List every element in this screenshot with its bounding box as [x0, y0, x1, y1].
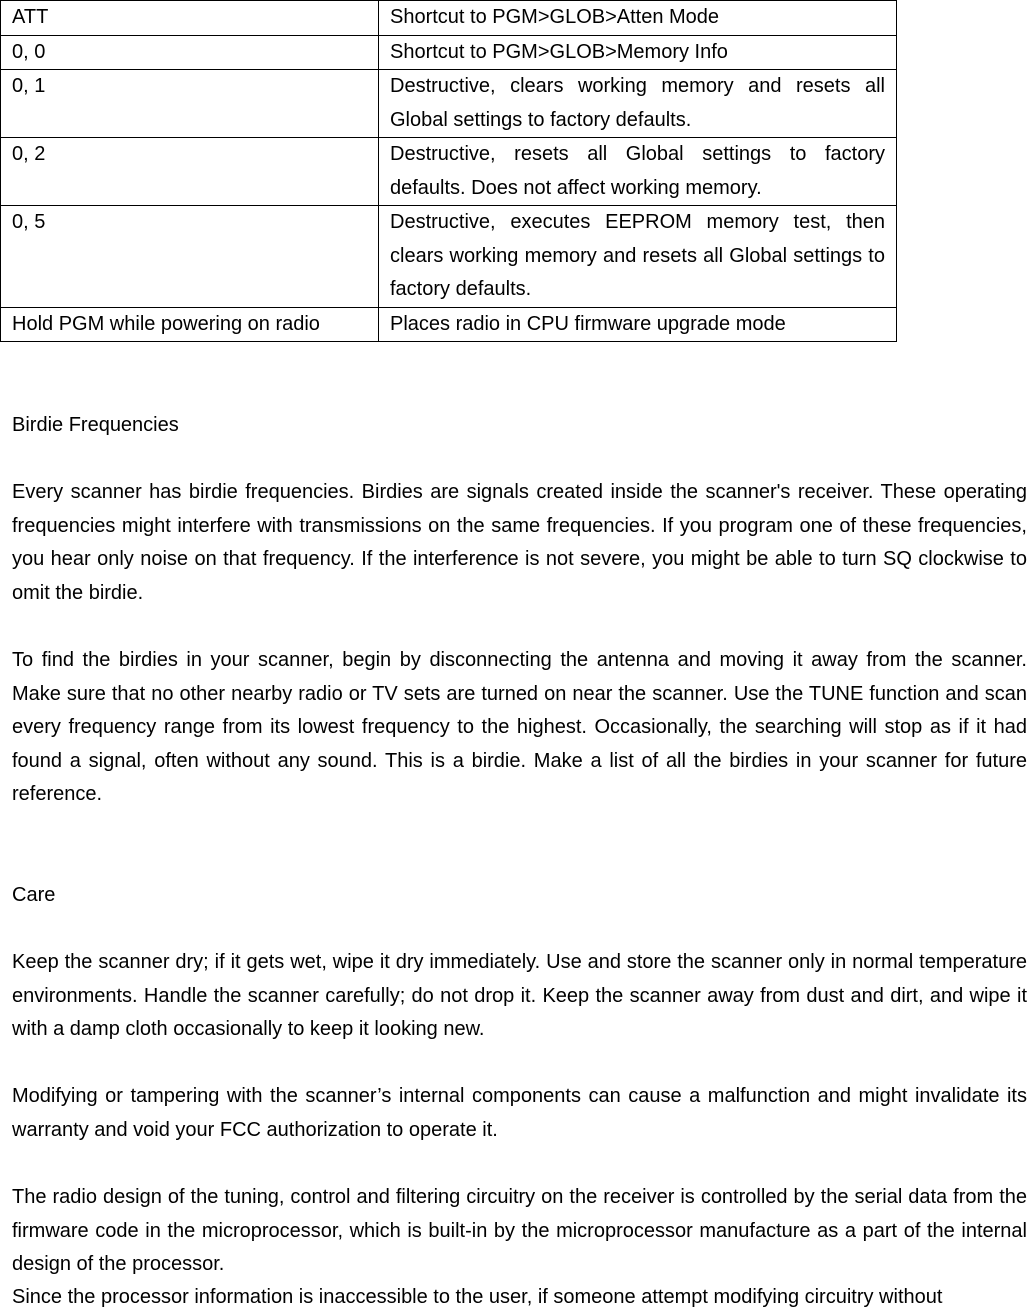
- table-row: [1, 1, 897, 36]
- care-paragraph-3: The radio design of the tuning, control and filtering circuitry on the receiver is controlled by the serial data from the firmware code in the microprocessor, which is built-in by the microprocessor manufacture as a part of the internal design of the processor.: [12, 1186, 1027, 1275]
- birdie-paragraph-2: To find the birdies in your scanner, begin by disconnecting the antenna and moving it away from the scanner. Make sure that no other nearby radio or TV sets are turned on near the scanner. Use the TUNE function and scan every frequency range from its lowest frequency to the highest. Occasionally, the searching will stop as if it had found a signal, often without any sound. This is a birdie. Make a list of all the birdies in your scanner for future reference.: [12, 649, 1027, 805]
- table-cell-key: 0, 2: [1, 138, 379, 206]
- birdie-frequencies-heading: Birdie Frequencies: [12, 414, 179, 436]
- table-cell-key: Hold PGM while powering on radio: [1, 307, 379, 342]
- table-row: [1, 35, 897, 70]
- care-heading: Care: [12, 884, 56, 906]
- table-cell-key: 0, 5: [1, 206, 379, 308]
- table-cell-description: Shortcut to PGM>GLOB>Atten Mode: [379, 1, 897, 36]
- table-row: [1, 70, 897, 138]
- care-paragraph-2: Modifying or tampering with the scanner’s internal components can cause a malfunction and might invalidate its warranty and void your FCC authorization to operate it.: [12, 1085, 1027, 1141]
- table-cell-key: 0, 1: [1, 70, 379, 138]
- care-paragraph-1: Keep the scanner dry; if it gets wet, wipe it dry immediately. Use and store the scanner only in normal temperature environments. Handle the scanner carefully; do not drop it. Keep the scanner away from dust and dirt, and wipe it with a damp cloth occasionally to keep it looking new.: [12, 951, 1027, 1040]
- table-cell-key: ATT: [1, 1, 379, 36]
- care-paragraph-4: Since the processor information is inaccessible to the user, if someone attempt modifying circuitry without: [12, 1286, 943, 1308]
- table-row: [1, 307, 897, 342]
- key-shortcut-table: [0, 0, 897, 342]
- table-cell-description: Shortcut to PGM>GLOB>Memory Info: [379, 35, 897, 70]
- table-row: [1, 206, 897, 308]
- table-cell-description: Destructive, clears working memory and resets all Global settings to factory defaults.: [379, 70, 897, 138]
- birdie-paragraph-1: Every scanner has birdie frequencies. Birdies are signals created inside the scanner's receiver. These operating frequencies might interfere with transmissions on the same frequencies. If you program one of these frequencies, you hear only noise on that frequency. If the interference is not severe, you might be able to turn SQ clockwise to omit the birdie.: [12, 481, 1027, 604]
- table-cell-description: Places radio in CPU firmware upgrade mode: [379, 307, 897, 342]
- table-cell-key: 0, 0: [1, 35, 379, 70]
- table-row: [1, 138, 897, 206]
- table-cell-description: Destructive, executes EEPROM memory test, then clears working memory and resets all Global settings to factory defaults.: [379, 206, 897, 308]
- table-cell-description: Destructive, resets all Global settings to factory defaults. Does not affect working memory.: [379, 138, 897, 206]
